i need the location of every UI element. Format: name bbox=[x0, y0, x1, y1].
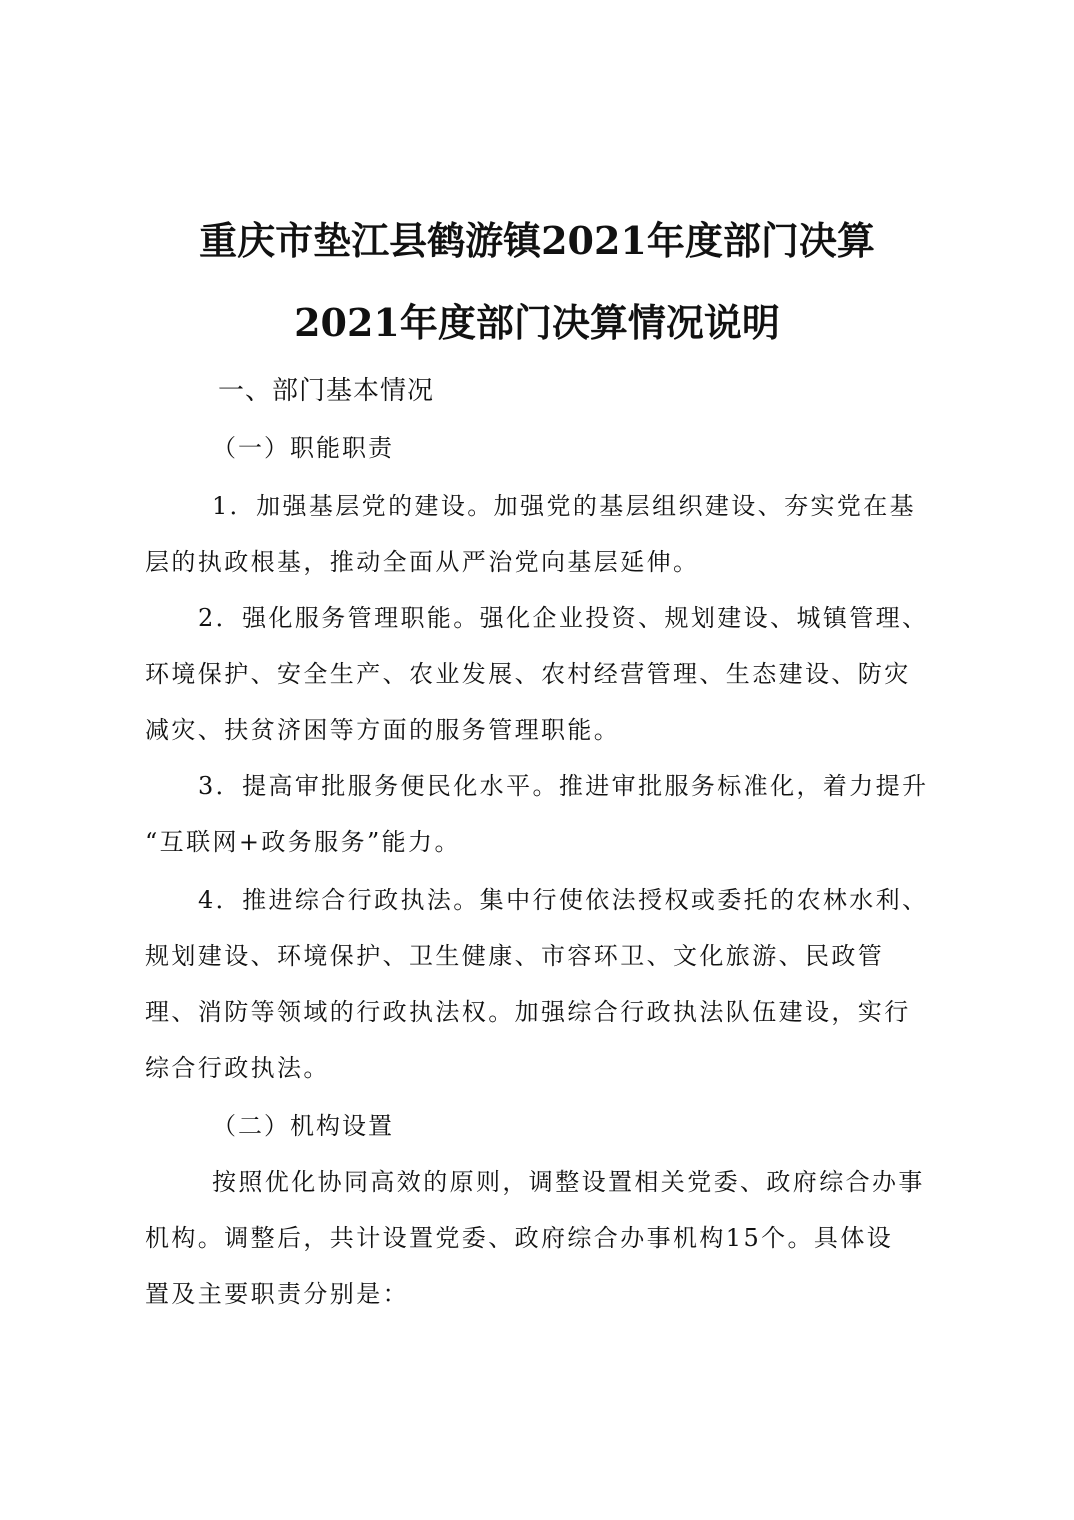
paragraph-line: “互联网+政务服务”能力。 bbox=[145, 828, 461, 856]
paragraph-line: 层的执政根基，推动全面从严治党向基层延伸。 bbox=[145, 548, 700, 576]
document-title: 重庆市垫江县鹤游镇2021年度部门决算 bbox=[199, 218, 875, 263]
subsection-heading-organization: （二）机构设置 bbox=[212, 1112, 394, 1140]
paragraph-line: 4．推进综合行政执法。集中行使依法授权或委托的农林水利、 bbox=[198, 886, 929, 914]
paragraph-line: 3．提高审批服务便民化水平。推进审批服务标准化，着力提升 bbox=[198, 772, 929, 800]
subsection-heading-functions: （一）职能职责 bbox=[212, 434, 394, 462]
paragraph-line: 综合行政执法。 bbox=[145, 1054, 330, 1082]
paragraph-line: 规划建设、环境保护、卫生健康、市容环卫、文化旅游、民政管 bbox=[145, 942, 885, 970]
paragraph-line: 按照优化协同高效的原则，调整设置相关党委、政府综合办事 bbox=[212, 1168, 925, 1196]
paragraph-line: 理、消防等领域的行政执法权。加强综合行政执法队伍建设，实行 bbox=[145, 998, 911, 1026]
paragraph-line: 2．强化服务管理职能。强化企业投资、规划建设、城镇管理、 bbox=[198, 604, 929, 632]
paragraph-line: 减灾、扶贫济困等方面的服务管理职能。 bbox=[145, 716, 621, 744]
paragraph-line: 1．加强基层党的建设。加强党的基层组织建设、夯实党在基 bbox=[212, 492, 917, 520]
paragraph-line: 机构。调整后，共计设置党委、政府综合办事机构15个。具体设 bbox=[145, 1224, 894, 1252]
paragraph-line: 环境保护、安全生产、农业发展、农村经营管理、生态建设、防灾 bbox=[145, 660, 911, 688]
section-heading-basic-info: 一、部门基本情况 bbox=[218, 376, 435, 406]
paragraph-line: 置及主要职责分别是： bbox=[145, 1280, 409, 1308]
document-subtitle: 2021年度部门决算情况说明 bbox=[294, 300, 780, 345]
